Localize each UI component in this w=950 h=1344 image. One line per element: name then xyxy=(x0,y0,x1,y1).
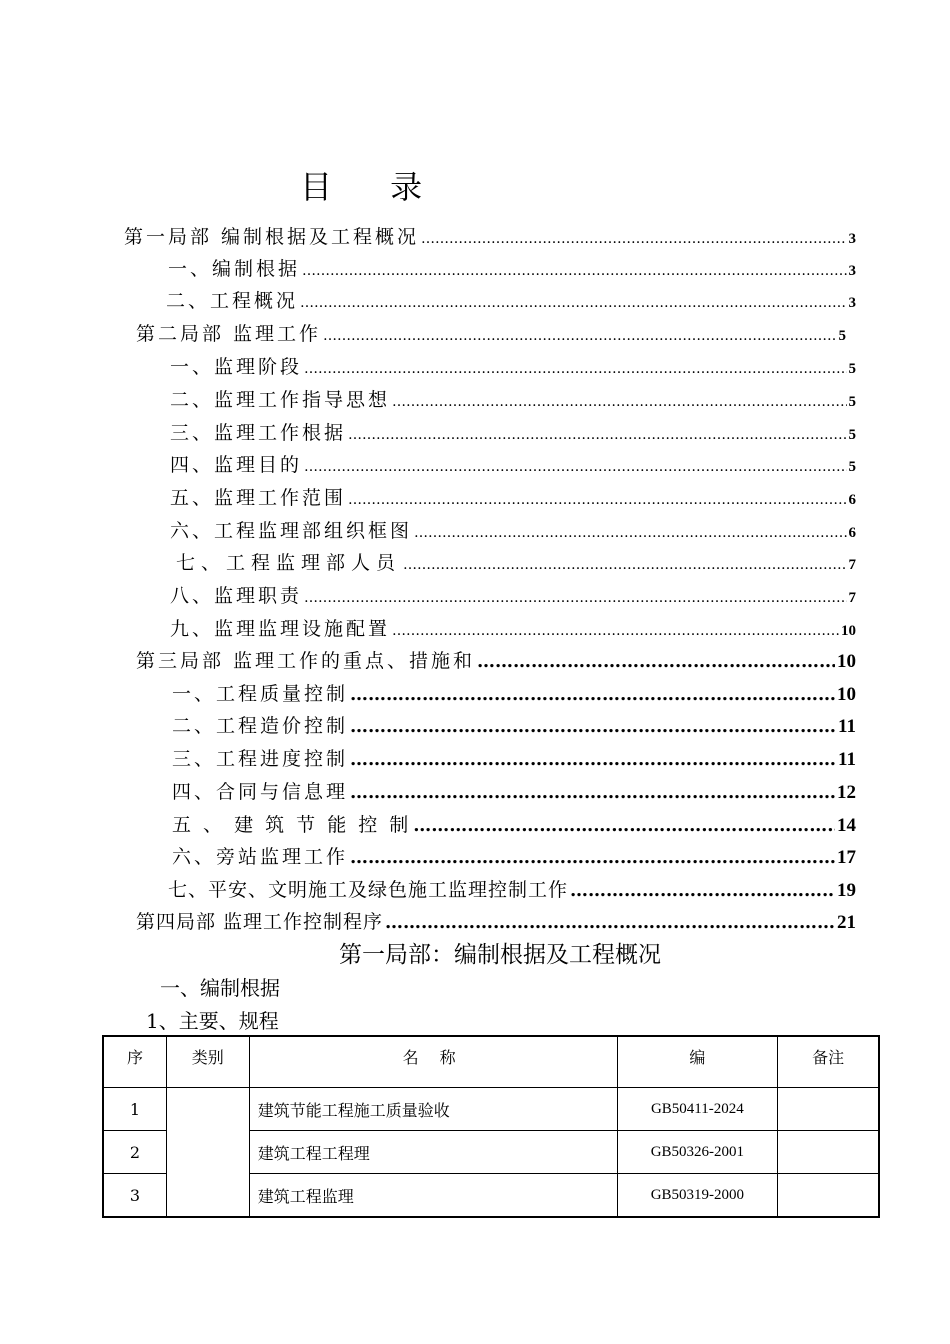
toc-entry-page: 5 xyxy=(848,427,856,443)
toc-entry-page: 5 xyxy=(848,394,856,410)
toc-entry[interactable] xyxy=(170,483,856,511)
cell-code: GB50319-2000 xyxy=(617,1174,778,1218)
toc-entry[interactable] xyxy=(168,875,856,903)
toc-entry[interactable] xyxy=(170,516,856,544)
toc-entry-page: 3 xyxy=(848,263,856,279)
toc-entry-page: 5 xyxy=(848,361,856,377)
toc-leader-dots xyxy=(348,492,846,508)
toc-entry-label: 七、平安、文明施工及绿色施工监理控制工作 xyxy=(168,879,569,901)
toc-entry-page: 21 xyxy=(837,912,856,933)
toc-leader-dots xyxy=(350,782,835,803)
toc-entry-label: 二、监理工作指导思想 xyxy=(170,389,391,411)
toc-entry-label: 五、监理工作范围 xyxy=(170,487,347,509)
toc-entry-label: 八、监理职责 xyxy=(170,585,303,607)
toc-entry-page: 7 xyxy=(848,557,856,573)
cell-seq: 2 xyxy=(103,1131,166,1174)
subheading: 一、编制根据 xyxy=(160,976,280,1000)
toc-entry-label: 一、工程质量控制 xyxy=(172,683,349,705)
toc-title: 目 录 xyxy=(300,168,447,206)
toc-leader-dots xyxy=(413,815,835,836)
toc-entry-label: 三、监理工作根据 xyxy=(170,422,347,444)
cell-category xyxy=(166,1088,249,1218)
toc-entry[interactable] xyxy=(170,352,856,380)
toc-entry-label: 一、监理阶段 xyxy=(170,356,303,378)
toc-leader-dots xyxy=(414,525,846,541)
toc-leader-dots xyxy=(350,749,836,770)
standards-table xyxy=(102,1035,880,1218)
toc-entry-page: 6 xyxy=(848,525,856,541)
toc-entry-label: 四、合同与信息理 xyxy=(172,781,349,803)
toc-entry-page: 12 xyxy=(837,782,856,803)
toc-entry[interactable] xyxy=(136,319,846,347)
cell-note xyxy=(778,1131,879,1174)
cell-code: GB50326-2001 xyxy=(617,1131,778,1174)
toc-leader-dots xyxy=(350,684,835,705)
header-note: 备注 xyxy=(778,1036,879,1088)
cell-note xyxy=(778,1174,879,1218)
toc-entry-label: 五 、 建 筑 节 能 控 制 xyxy=(172,814,412,836)
toc-leader-dots xyxy=(348,427,846,443)
cell-code: GB50411-2024 xyxy=(617,1088,778,1131)
toc-entry-label: 七、工程监理部人员 xyxy=(176,552,402,574)
toc-entry-page: 3 xyxy=(848,231,856,247)
toc-entry[interactable] xyxy=(170,418,856,446)
toc-entry[interactable] xyxy=(170,614,856,642)
toc-leader-dots xyxy=(392,623,839,639)
toc-entry-label: 二、工程造价控制 xyxy=(172,715,349,737)
cell-seq: 3 xyxy=(103,1174,166,1218)
toc-leader-dots xyxy=(477,651,835,672)
toc-entry[interactable] xyxy=(172,679,856,707)
toc-leader-dots xyxy=(304,590,846,606)
toc-entry-label: 第三局部 监理工作的重点、措施和 xyxy=(136,650,476,672)
toc-leader-dots xyxy=(350,847,835,868)
toc-entry[interactable] xyxy=(172,842,856,870)
toc-leader-dots xyxy=(385,912,835,933)
cell-name: 建筑节能工程施工质量验收 xyxy=(249,1088,617,1131)
header-code: 编 xyxy=(617,1036,778,1088)
cell-name: 建筑工程监理 xyxy=(249,1174,617,1218)
toc-entry-page: 3 xyxy=(848,295,856,311)
toc-entry-page: 7 xyxy=(848,590,856,606)
toc-entry-page: 10 xyxy=(841,623,856,639)
toc-entry[interactable] xyxy=(172,810,856,838)
toc-entry-page: 19 xyxy=(837,880,856,901)
toc-entry-label: 一、编制根据 xyxy=(168,258,301,280)
toc-leader-dots xyxy=(403,557,846,573)
toc-entry-label: 二、工程概况 xyxy=(166,290,299,312)
toc-entry[interactable] xyxy=(176,548,856,576)
toc-entry[interactable] xyxy=(124,222,856,250)
toc-entry-page: 17 xyxy=(837,847,856,868)
toc-entry[interactable] xyxy=(168,254,856,282)
toc-leader-dots xyxy=(323,328,836,344)
toc-entry-label: 四、监理目的 xyxy=(170,454,303,476)
toc-leader-dots xyxy=(304,361,846,377)
toc-entry[interactable] xyxy=(170,385,856,413)
toc-entry-label: 六、工程监理部组织框图 xyxy=(170,520,413,542)
toc-leader-dots xyxy=(392,394,846,410)
section-title: 第一局部：编制根据及工程概况 xyxy=(339,942,661,968)
toc-leader-dots xyxy=(350,716,836,737)
toc-entry-label: 六、旁站监理工作 xyxy=(172,846,349,868)
toc-entry[interactable] xyxy=(136,907,856,935)
toc-entry-label: 第一局部 编制根据及工程概况 xyxy=(124,226,420,248)
toc-entry[interactable] xyxy=(170,581,856,609)
header-category: 类别 xyxy=(166,1036,249,1088)
toc-entry-label: 第二局部 监理工作 xyxy=(136,323,322,345)
toc-entry[interactable] xyxy=(172,777,856,805)
cell-seq: 1 xyxy=(103,1088,166,1131)
toc-entry-page: 11 xyxy=(838,749,856,770)
header-name: 名 称 xyxy=(249,1036,617,1088)
toc-entry-page: 14 xyxy=(837,815,856,836)
toc-leader-dots xyxy=(300,295,846,311)
sub-subheading: 1、主要、规程 xyxy=(146,1009,279,1033)
toc-entry[interactable] xyxy=(166,286,856,314)
toc-entry-page: 5 xyxy=(848,459,856,475)
toc-entry-label: 三、工程进度控制 xyxy=(172,748,349,770)
toc-entry[interactable] xyxy=(170,450,856,478)
toc-entry-page: 6 xyxy=(848,492,856,508)
cell-name: 建筑工程工程理 xyxy=(249,1131,617,1174)
table-header-row xyxy=(103,1036,879,1088)
table-row xyxy=(103,1088,879,1131)
toc-entry-label: 九、监理监理设施配置 xyxy=(170,618,391,640)
header-seq: 序 xyxy=(103,1036,166,1088)
toc-entry[interactable] xyxy=(136,646,856,674)
toc-leader-dots xyxy=(570,880,835,901)
toc-entry-page: 11 xyxy=(838,716,856,737)
toc-entry-page: 5 xyxy=(838,328,846,344)
toc-entry-page: 10 xyxy=(837,651,856,672)
toc-leader-dots xyxy=(302,263,846,279)
toc-entry[interactable] xyxy=(172,711,856,739)
toc-entry[interactable] xyxy=(172,744,856,772)
toc-entry-label: 第四局部 监理工作控制程序 xyxy=(136,911,384,933)
cell-note xyxy=(778,1088,879,1131)
toc-leader-dots xyxy=(421,231,846,247)
toc-entry-page: 10 xyxy=(837,684,856,705)
toc-leader-dots xyxy=(304,459,846,475)
